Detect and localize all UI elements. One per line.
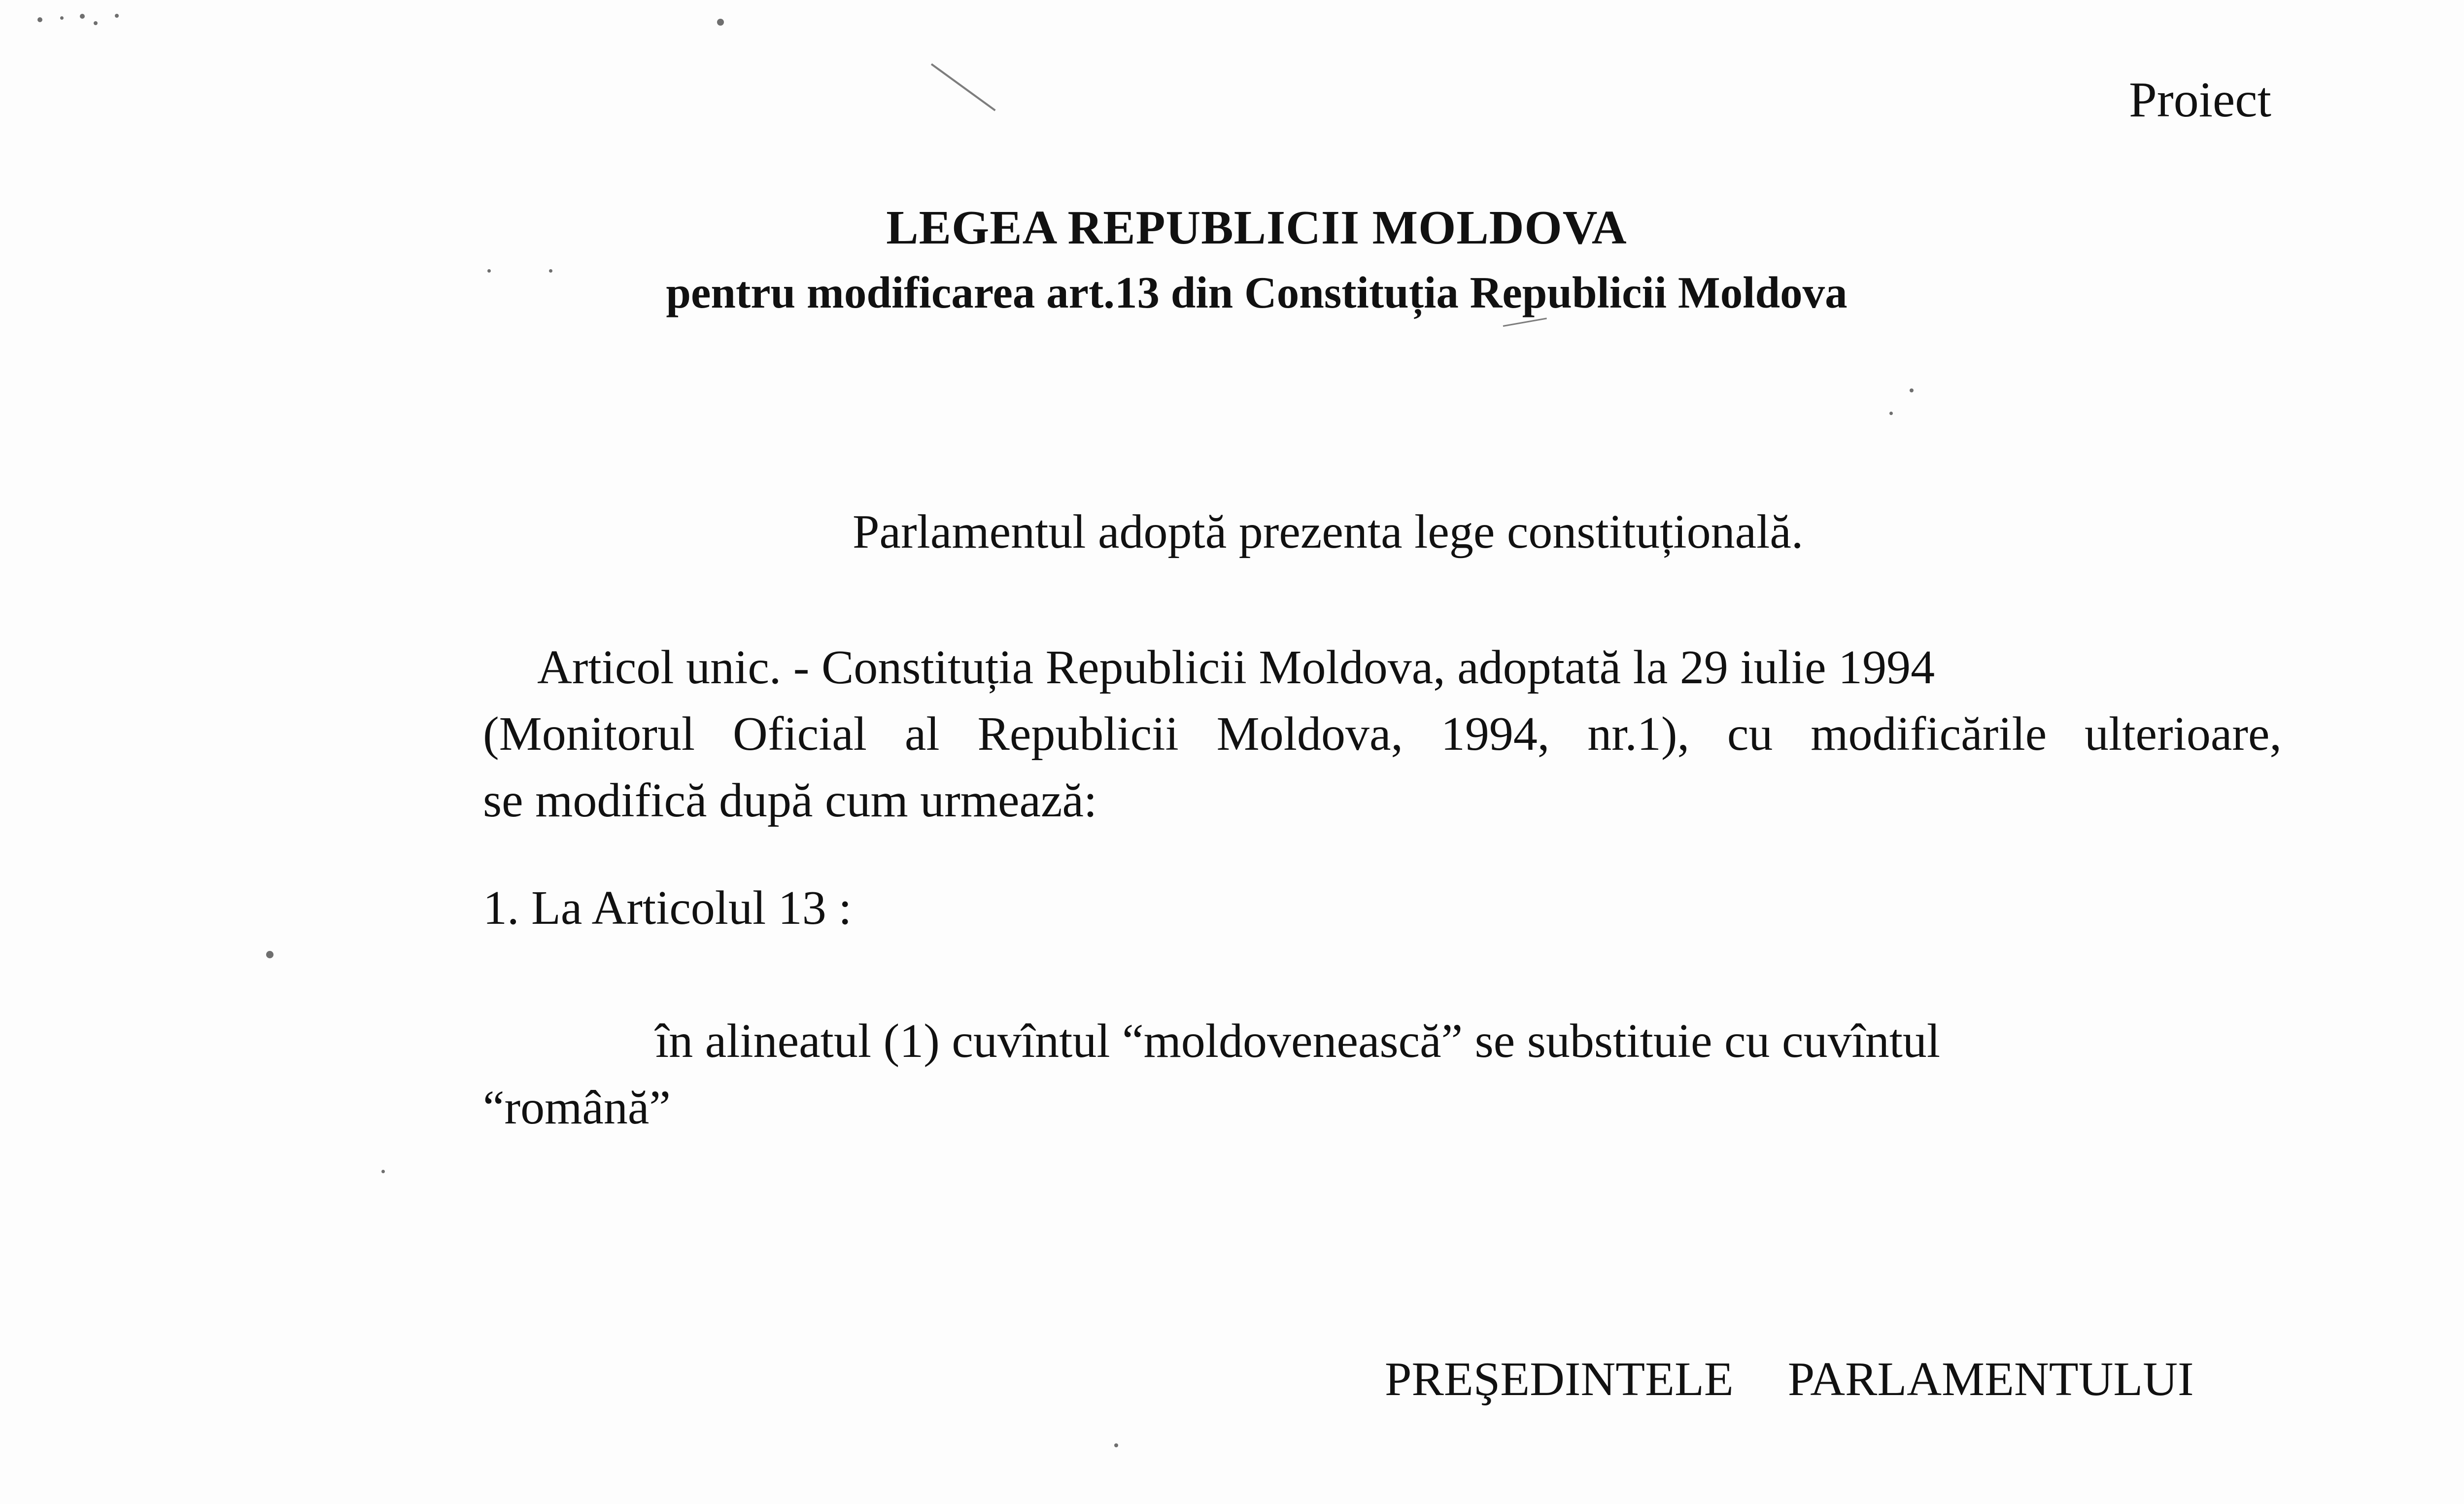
- signature-word: PARLAMENTULUI: [1787, 1353, 2194, 1406]
- scan-speck: [60, 16, 64, 20]
- scan-speck: [1889, 412, 1893, 415]
- amendment-text: [483, 1008, 2109, 1141]
- scan-speck: [1910, 388, 1914, 392]
- scan-speck: [80, 14, 85, 19]
- scan-speck: [381, 1170, 385, 1173]
- project-label: Proiect: [2129, 72, 2271, 128]
- article-line: (Monitorul Oficial al Republicii Moldova, 1994, nr.1), cu modificările ulterioare,: [483, 707, 2282, 761]
- amendment-line: în alineatul (1) cuvîntul “moldovenească” se substituie cu cuvîntul: [655, 1014, 1941, 1068]
- law-title: LEGEA REPUBLICII MOLDOVA: [886, 201, 1627, 254]
- law-subtitle: pentru modificarea art.13 din Constituția Republicii Moldova: [666, 268, 1848, 317]
- scan-speck: [37, 17, 42, 22]
- single-article-paragraph: [483, 634, 2282, 834]
- amendment-line: “română”: [483, 1081, 671, 1134]
- scan-speck: [94, 21, 98, 25]
- scan-mark: [931, 63, 996, 111]
- scan-mark: [1503, 317, 1547, 327]
- signature-word: PREŞEDINTELE: [1385, 1353, 1734, 1406]
- signature-title: [1385, 1353, 2194, 1406]
- scan-speck: [1114, 1443, 1118, 1447]
- adoption-statement: Parlamentul adoptă prezenta lege constituțională.: [853, 505, 1804, 559]
- scan-speck: [266, 951, 274, 958]
- point-heading: 1. La Articolul 13 :: [483, 881, 852, 935]
- scan-speck: [717, 19, 724, 26]
- article-line: Articol unic. - Constituția Republicii Moldova, adoptată la 29 iulie 1994: [537, 641, 1935, 694]
- scan-speck: [115, 14, 119, 18]
- article-line: se modifică după cum urmează:: [483, 774, 1097, 827]
